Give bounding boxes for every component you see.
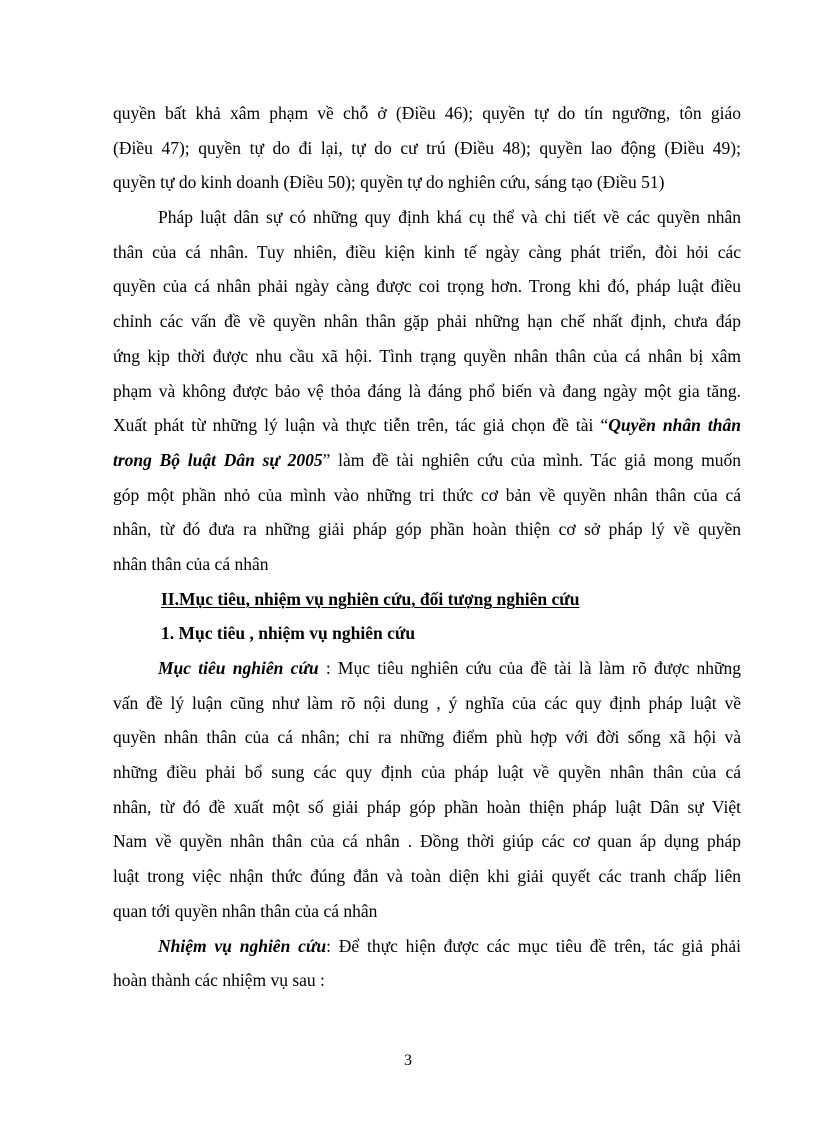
paragraph-rights-list [113,96,741,200]
thesis-title-part1: Quyền nhân thân [608,415,741,436]
text-span: : Để thực hiện được các mục tiêu đề trên, tác giả phải [326,935,741,956]
text-line: những điều phải bổ sung các quy định của pháp luật về quyền nhân thân của cá [113,762,741,783]
text-line [113,443,741,478]
text-line: nhân thân của cá nhân [113,553,269,574]
text-line [113,929,741,964]
text-line: góp một phần nhỏ của mình vào những tri thức cơ bản về quyền nhân thân của cá [113,484,741,505]
text-line: hoàn thành các nhiệm vụ sau : [113,970,325,991]
text-line: (Điều 47); quyền tự do đi lại, tự do cư trú (Điều 48); quyền lao động (Điều 49); [113,137,741,158]
text-line: nhân, từ đó đưa ra những giải pháp góp phần hoàn thiện cơ sở pháp lý về quyền [113,519,741,540]
term-tasks: Nhiệm vụ nghiên cứu [158,935,327,956]
text-span: Xuất phát từ những lý luận và thực tiễn trên, tác giả chọn đề tài “ [113,415,609,436]
text-line: Pháp luật dân sự có những quy định khá cụ thể và chi tiết về các quyền nhân [158,207,741,228]
section-heading: II.Mục tiêu, nhiệm vụ nghiên cứu, đối tượng nghiên cứu [161,588,580,609]
page-number: 3 [404,1052,412,1069]
paragraph-research-tasks [113,929,741,998]
text-line: vấn đề lý luận cũng như làm rõ nội dung , ý nghĩa của các quy định pháp luật về [113,692,741,713]
text-line: chỉnh các vấn đề về quyền nhân thân gặp phải những hạn chế nhất định, chưa đáp [113,311,741,332]
text-line: quyền nhân thân của cá nhân; chỉ ra những điểm phù hợp với đời sống xã hội và [113,727,741,748]
document-body [113,96,741,998]
text-line: Nam về quyền nhân thân của cá nhân . Đồng thời giúp các cơ quan áp dụng pháp [113,831,741,852]
paragraph-research-objectives [113,651,741,929]
paragraph-civil-law [113,200,741,582]
text-line: nhân, từ đó đề xuất một số giải pháp góp phần hoàn thiện pháp luật Dân sự Việt [113,796,741,817]
text-line: phạm và không được bảo vệ thỏa đáng là đáng phổ biến và đang ngày một gia tăng. [113,380,741,401]
text-line: quan tới quyền nhân thân của cá nhân [113,900,378,921]
text-line [113,408,741,443]
text-line: luật trong việc nhận thức đúng đắn và toàn diện khi giải quyết các tranh chấp liên [113,866,741,887]
text-line: quyền bất khả xâm phạm về chỗ ở (Điều 46); quyền tự do tín ngưỡng, tôn giáo [113,103,741,123]
thesis-title-part2: trong Bộ luật Dân sự 2005 [113,449,323,470]
text-line [113,651,741,686]
text-line: thân của cá nhân. Tuy nhiên, điều kiện kinh tế ngày càng phát triển, đòi hỏi các [113,241,741,262]
text-line: quyền của cá nhân phải ngày càng được coi trọng hơn. Trong khi đó, pháp luật điều [113,276,741,297]
text-span: ” làm đề tài nghiên cứu của mình. Tác giả mong muốn [322,449,741,470]
text-span: : Mục tiêu nghiên cứu của đề tài là làm rõ được những [318,658,741,678]
text-line: quyền tự do kinh doanh (Điều 50); quyền tự do nghiên cứu, sáng tạo (Điều 51) [113,172,665,193]
text-line: ứng kịp thời được nhu cầu xã hội. Tình trạng quyền nhân thân của cá nhân bị xâm [113,345,741,366]
term-objectives: Mục tiêu nghiên cứu [158,658,319,678]
subsection-heading: 1. Mục tiêu , nhiệm vụ nghiên cứu [161,623,416,644]
